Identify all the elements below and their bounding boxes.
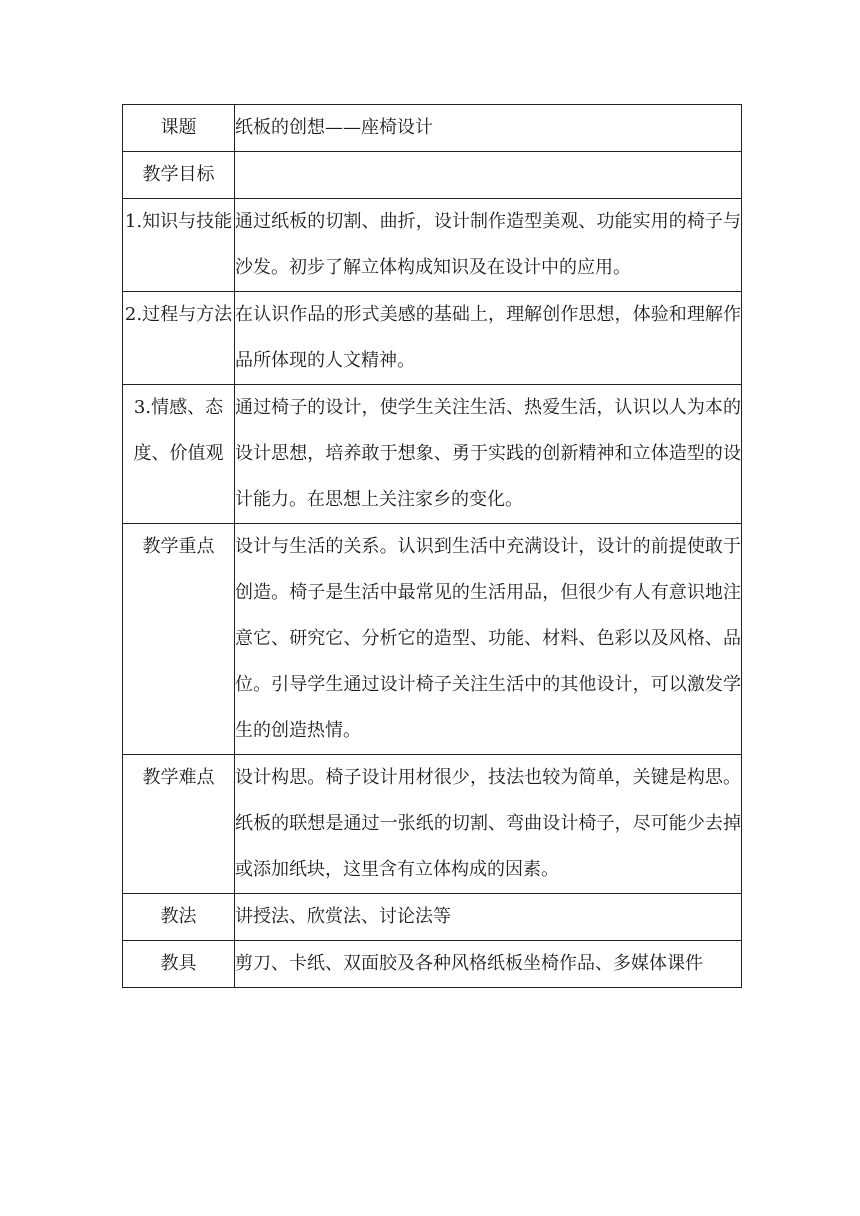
table-row-topic [123, 105, 742, 152]
row-label-topic: 课题 [123, 105, 235, 152]
table-row-key-points [123, 524, 742, 755]
row-content-emotion-values: 通过椅子的设计，使学生关注生活、热爱生活，认识以人为本的设计思想，培养敢于想象、勇于实践的创新精神和立体造型的设计能力。在思想上关注家乡的变化。 [235, 385, 742, 524]
table-row-knowledge-skills [123, 199, 742, 292]
row-content-objectives [235, 152, 742, 199]
row-content-teaching-methods: 讲授法、欣赏法、讨论法等 [235, 894, 742, 941]
table-row-objectives [123, 152, 742, 199]
row-label-knowledge-skills: 1.知识与技能 [123, 199, 235, 292]
row-content-teaching-aids: 剪刀、卡纸、双面胶及各种风格纸板坐椅作品、多媒体课件 [235, 941, 742, 988]
table-row-process-methods [123, 292, 742, 385]
row-content-topic: 纸板的创想——座椅设计 [235, 105, 742, 152]
lesson-plan-table [122, 104, 742, 988]
row-label-objectives: 教学目标 [123, 152, 235, 199]
table-row-difficulties [123, 755, 742, 894]
table-row-emotion-values [123, 385, 742, 524]
row-label-process-methods: 2.过程与方法 [123, 292, 235, 385]
row-content-key-points: 设计与生活的关系。认识到生活中充满设计，设计的前提使敢于创造。椅子是生活中最常见的生活用品，但很少有人有意识地注意它、研究它、分析它的造型、功能、材料、色彩以及风格、品位。引导学生通过设计椅子关注生活中的其他设计，可以激发学生的创造热情。 [235, 524, 742, 755]
table-row-teaching-aids [123, 941, 742, 988]
row-content-process-methods: 在认识作品的形式美感的基础上，理解创作思想，体验和理解作品所体现的人文精神。 [235, 292, 742, 385]
row-label-teaching-methods: 教法 [123, 894, 235, 941]
row-label-key-points: 教学重点 [123, 524, 235, 755]
row-content-knowledge-skills: 通过纸板的切割、曲折，设计制作造型美观、功能实用的椅子与沙发。初步了解立体构成知识及在设计中的应用。 [235, 199, 742, 292]
row-label-difficulties: 教学难点 [123, 755, 235, 894]
table-row-teaching-methods [123, 894, 742, 941]
row-content-difficulties: 设计构思。椅子设计用材很少，技法也较为简单，关键是构思。纸板的联想是通过一张纸的切割、弯曲设计椅子，尽可能少去掉或添加纸块，这里含有立体构成的因素。 [235, 755, 742, 894]
row-label-emotion-values: 3.情感、态度、价值观 [123, 385, 235, 524]
row-label-teaching-aids: 教具 [123, 941, 235, 988]
